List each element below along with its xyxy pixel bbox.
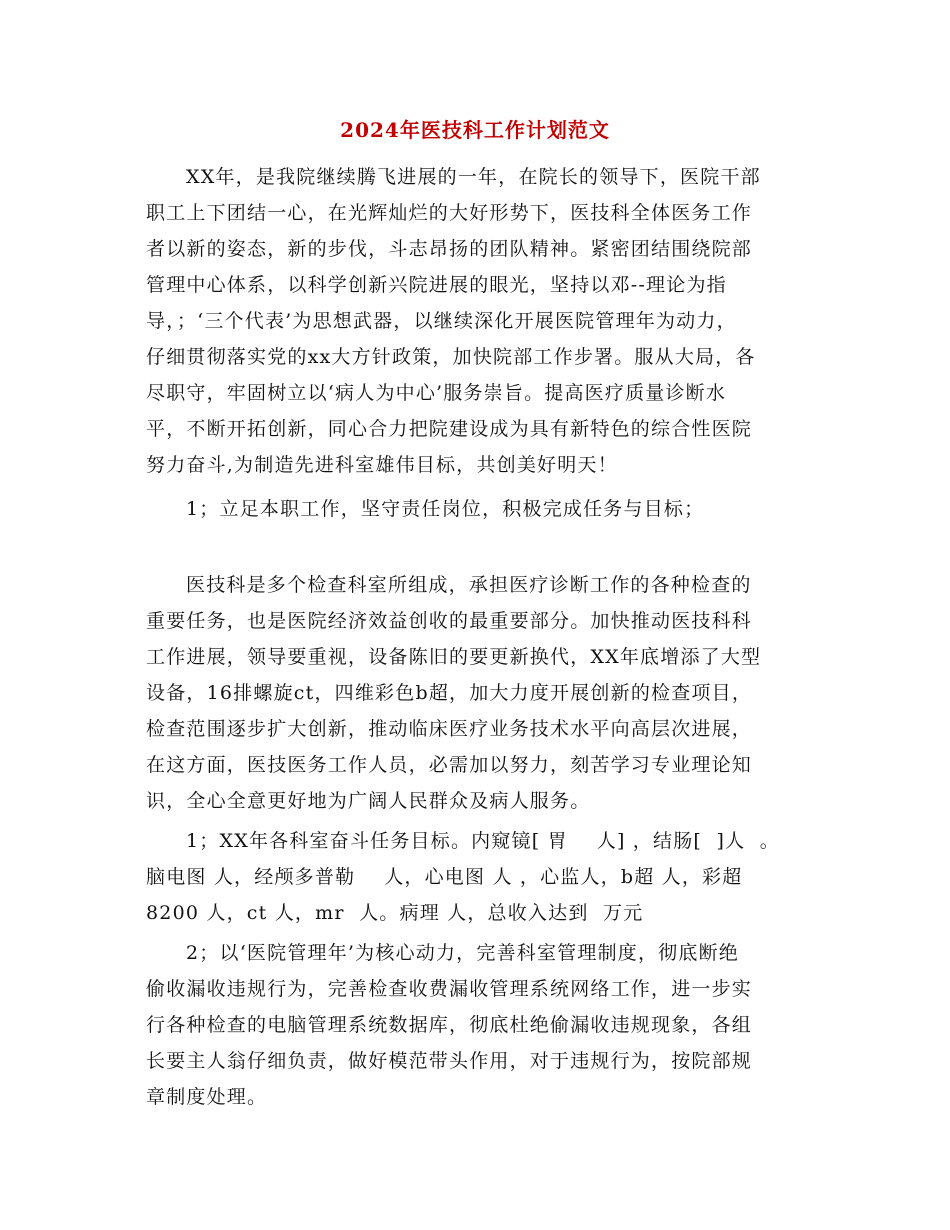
- paragraph-line: 者以新的姿态，新的步伐，斗志昂扬的团队精神。紧密团结围绕院部: [146, 238, 753, 260]
- paragraph-line: 平，不断开拓创新，同心合力把院建设成为具有新特色的综合性医院: [146, 418, 753, 440]
- paragraph-line: 1；XX年各科室奋斗任务目标。内窥镜[ 胃 人] ，结肠[ ]人 。: [186, 830, 780, 852]
- paragraph-line: 行各种检查的电脑管理系统数据库，彻底杜绝偷漏收违规现象，各组: [146, 1014, 753, 1036]
- paragraph-line: 脑电图 人，经颅多普勒 人，心电图 人 ，心监人，b超 人，彩超: [146, 866, 743, 888]
- paragraph-line: 工作进展，领导要重视，设备陈旧的要更新换代，XX年底增添了大型: [146, 646, 762, 668]
- paragraph-line: 章制度处理。: [146, 1086, 268, 1108]
- paragraph-line: 重要任务，也是医院经济效益创收的最重要部分。加快推动医技科科: [146, 610, 753, 632]
- paragraph-line: 长要主人翁仔细负责，做好模范带头作用，对于违规行为，按院部规: [146, 1050, 753, 1072]
- paragraph-line: 2；以‘医院管理年’为核心动力，完善科室管理制度，彻底断绝: [186, 942, 739, 964]
- section-heading: 1；立足本职工作，坚守责任岗位，积极完成任务与目标；: [186, 498, 705, 520]
- paragraph-line: 8200 人，ct 人，mr 人。病理 人，总收入达到 万元: [146, 902, 644, 924]
- paragraph-line: 在这方面，医技医务工作人员，必需加以努力，刻苦学习专业理论知: [146, 754, 753, 776]
- paragraph-line: 尽职守，牢固树立以‘病人为中心’服务崇旨。提高医疗质量诊断水: [146, 382, 727, 404]
- paragraph-line: 仔细贯彻落实党的xx大方针政策，加快院部工作步署。服从大局，各: [146, 346, 756, 368]
- paragraph-line: 检查范围逐步扩大创新，推动临床医疗业务技术水平向高层次进展，: [146, 718, 753, 740]
- paragraph-line: 识，全心全意更好地为广阔人民群众及病人服务。: [146, 790, 591, 812]
- paragraph-line: 职工上下团结一心，在光辉灿烂的大好形势下，医技科全体医务工作: [146, 202, 753, 224]
- paragraph-line: 医技科是多个检查科室所组成，承担医疗诊断工作的各种检查的: [186, 574, 752, 596]
- paragraph-line: 管理中心体系，以科学创新兴院进展的眼光，坚持以邓--理论为指: [146, 274, 727, 296]
- paragraph-line: XX年，是我院继续腾飞进展的一年，在院长的领导下，医院干部: [186, 166, 761, 188]
- paragraph-line: 设备，16排螺旋ct，四维彩色b超，加大力度开展创新的检查项目，: [146, 682, 753, 704]
- paragraph-line: 导，；‘三个代表’为思想武器，以继续深化开展医院管理年为动力，: [146, 310, 737, 332]
- document-title: 2024年医技科工作计划范文: [340, 118, 610, 142]
- paragraph-line: 偷收漏收违规行为，完善检查收费漏收管理系统网络工作，进一步实: [146, 978, 753, 1000]
- paragraph-line: 努力奋斗,为制造先进科室雄伟目标，共创美好明天！: [146, 454, 618, 476]
